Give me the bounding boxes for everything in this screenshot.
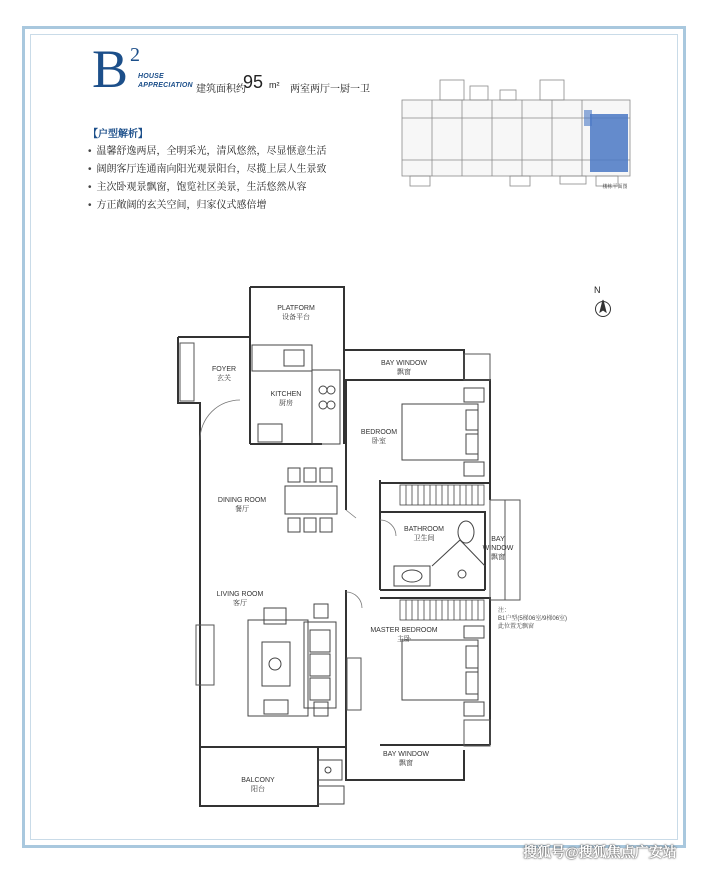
room-label-bathroom: BATHROOM 卫生间 xyxy=(404,526,444,542)
house-appreciation-label: HOUSE APPRECIATION xyxy=(138,73,193,89)
dining-table-icon xyxy=(285,468,337,532)
compass-icon xyxy=(596,300,611,317)
room-label-balcony: BALCONY 阳台 xyxy=(241,777,275,793)
highlighted-unit xyxy=(590,114,628,172)
source-watermark: 搜狐号@搜狐焦点广安站 xyxy=(523,844,677,860)
room-label-bedroom: BEDROOM 卧室 xyxy=(360,429,398,445)
area-label: 建筑面积约 xyxy=(196,84,246,95)
area-value: 95 xyxy=(243,72,264,92)
room-configuration: 两室两厅一厨一卫 xyxy=(290,84,370,95)
room-label-living-room: LIVING ROOM 客厅 xyxy=(216,591,264,607)
analysis-bullet: • 主次卧观景飘窗，饱览社区美景，生活悠然从容 xyxy=(88,178,307,193)
north-label: N xyxy=(594,285,601,295)
unit-type-number: 2 xyxy=(130,44,140,66)
room-label-bay-window-top: BAY WINDOW 飘窗 xyxy=(380,360,428,376)
room-label-bay-window-bottom: BAY WINDOW 飘窗 xyxy=(382,751,430,767)
analysis-bullet: • 阔朗客厅连通南向阳光观景阳台，尽揽上层人生景致 xyxy=(88,160,327,175)
analysis-title: 【户型解析】 xyxy=(88,129,148,140)
key-plan-caption: 楼栋平面图 xyxy=(602,184,628,190)
plan-note: 注： B1户型(5梯06室/9梯06室) 此位置无飘窗 xyxy=(498,608,568,630)
sofa-icon xyxy=(248,604,336,716)
room-label-dining-room: DINING ROOM 餐厅 xyxy=(217,497,267,513)
room-label-platform: PLATFORM 设备平台 xyxy=(277,305,315,321)
area-unit: m² xyxy=(269,80,280,90)
room-label-master-bedroom: MASTER BEDROOM 主卧 xyxy=(370,627,438,643)
analysis-bullet: • 方正敞阔的玄关空间，归家仪式感倍增 xyxy=(88,196,267,211)
room-label-foyer: FOYER 玄关 xyxy=(211,366,237,382)
room-label-bay-window-side: BAY WINDOW 飘窗 xyxy=(482,536,514,561)
unit-type-letter: B xyxy=(92,39,129,99)
room-label-kitchen: KITCHEN 厨房 xyxy=(270,391,302,407)
analysis-bullet: • 温馨舒逸两居，全明采光，清风悠然，尽显惬意生活 xyxy=(88,142,327,157)
